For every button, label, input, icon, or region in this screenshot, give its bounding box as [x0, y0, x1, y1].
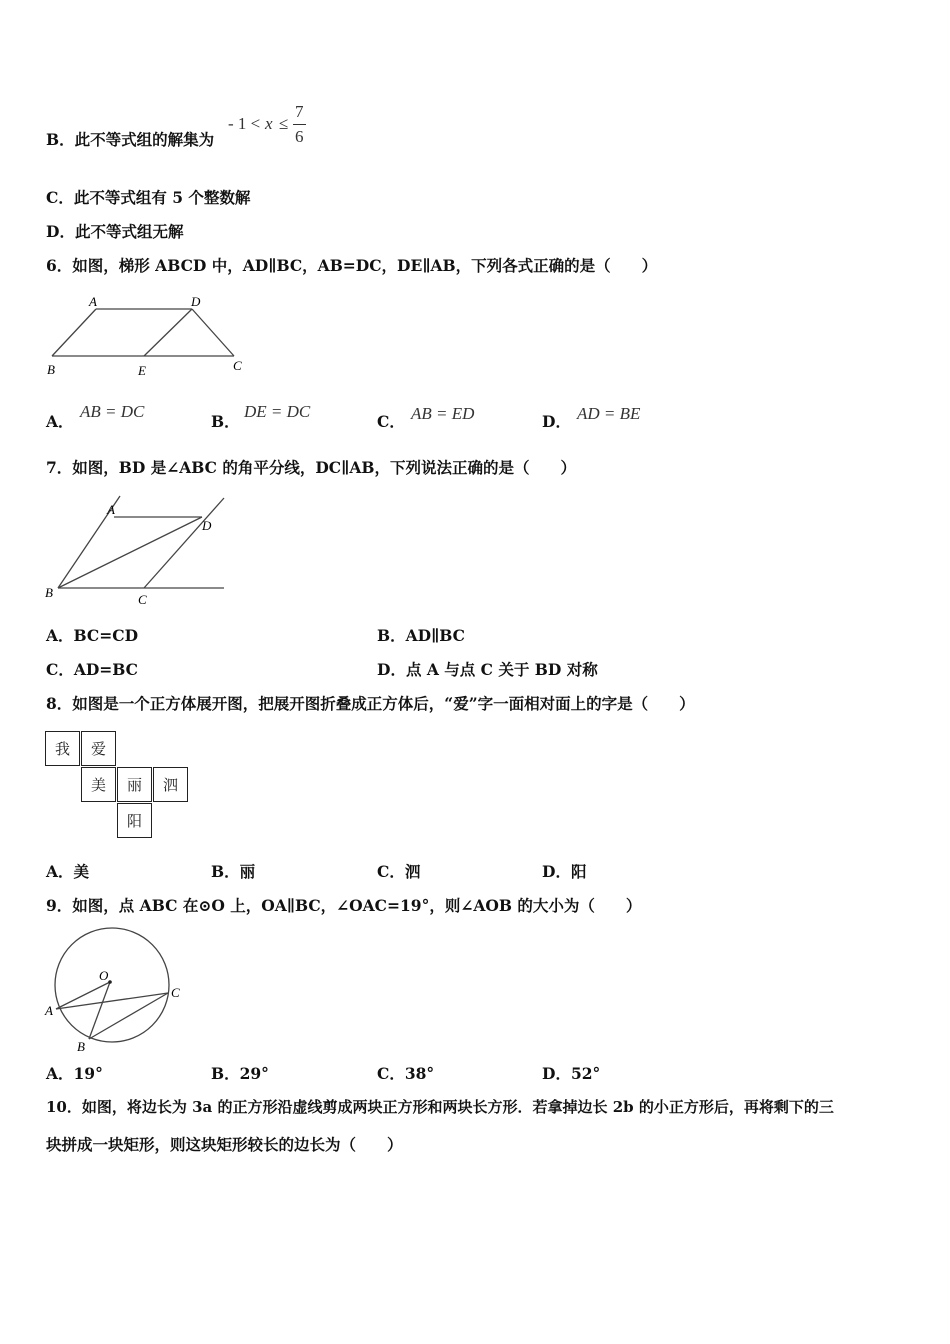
q6-option-d-label: D．: [542, 412, 571, 431]
q8-option-c: C．泗: [377, 862, 421, 881]
cube-face-mei: 美: [81, 767, 116, 802]
q9-label-b: B: [77, 1039, 85, 1054]
q9-option-b: B．29°: [211, 1064, 269, 1083]
cube-face-ai: 爱: [81, 731, 116, 766]
q5-math-num: 7: [295, 102, 304, 121]
q5-math-leq: ≤: [279, 114, 289, 133]
q7-option-a: A．BC=CD: [46, 626, 139, 645]
q8-option-a: A．美: [46, 862, 90, 881]
q5-option-c: C．此不等式组有 5 个整数解: [46, 188, 251, 207]
q10-stem-line1: 10．如图，将边长为 3a 的正方形沿虚线剪成两块正方形和两块长方形．若拿掉边长 2b 的小正方形后，再将剩下的三: [46, 1098, 834, 1116]
q7-figure: [44, 492, 226, 614]
q6-label-a: A: [89, 294, 97, 309]
q6-label-c: C: [233, 358, 242, 373]
q7-label-c: C: [138, 592, 147, 607]
q7-label-d: D: [202, 518, 212, 533]
q7-option-b: B．AD∥BC: [377, 626, 465, 645]
q9-circle-diagram: [44, 925, 186, 1055]
q6-option-b: [211, 410, 240, 432]
q9-label-c: C: [171, 985, 180, 1000]
q6-figure: [44, 290, 249, 386]
q6-option-c-expr: AB = ED: [411, 404, 475, 423]
q7-stem: 7．如图，BD 是∠ABC 的角平分线，DC∥AB，下列说法正确的是（ ）: [46, 458, 576, 477]
q9-label-a: A: [45, 1003, 53, 1018]
q6-stem: 6．如图，梯形 ABCD 中，AD∥BC，AB=DC，DE∥AB，下列各式正确的是（ ）: [46, 256, 658, 275]
q6-option-a-expr: AB = DC: [80, 402, 145, 421]
q9-option-c: C．38°: [377, 1064, 435, 1083]
q6-option-a-label: A．: [46, 412, 74, 431]
q6-label-e: E: [138, 363, 146, 378]
q6-option-b-expr: DE = DC: [244, 402, 311, 421]
q5-math-var: x: [265, 114, 273, 133]
q7-option-d: D．点 A 与点 C 关于 BD 对称: [377, 660, 598, 679]
q9-figure: [44, 925, 186, 1059]
q7-option-c: C．AD=BC: [46, 660, 139, 679]
q5-math-prefix: - 1 <: [228, 114, 261, 133]
q5-frac-bar: [293, 124, 306, 125]
q10-stem-line2: 块拼成一块矩形，则这块矩形较长的边长为（ ）: [46, 1135, 403, 1154]
q9-label-o: O: [99, 968, 109, 983]
q5-option-b-math: [228, 102, 318, 150]
q6-trapezoid-diagram: [44, 290, 249, 382]
q6-option-c: [377, 410, 405, 432]
q8-cube-net: [44, 730, 192, 840]
q6-option-d-expr: AD = BE: [577, 404, 641, 423]
q7-label-b: B: [45, 585, 53, 600]
q5-option-d: D．此不等式组无解: [46, 222, 184, 241]
q6-option-b-label: B．: [211, 412, 240, 431]
q5-math-den: 6: [295, 127, 304, 146]
cube-face-li: 丽: [117, 767, 152, 802]
q6-option-d: [542, 410, 571, 432]
q5-option-b: [46, 128, 214, 150]
q7-parallelogram-diagram: [44, 492, 226, 610]
q6-option-a: [46, 410, 74, 432]
q8-stem: 8．如图是一个正方体展开图，把展开图折叠成正方体后，“爱”字一面相对面上的字是（ ）: [46, 694, 695, 713]
q5-option-b-text: B．此不等式组的解集为: [46, 130, 215, 149]
q9-option-a: A．19°: [46, 1064, 103, 1083]
q6-label-d: D: [191, 294, 201, 309]
q9-option-d: D．52°: [542, 1064, 601, 1083]
q8-option-d: D．阳: [542, 862, 587, 881]
cube-face-yang: 阳: [117, 803, 152, 838]
cube-face-wo: 我: [45, 731, 80, 766]
q8-option-b: B．丽: [211, 862, 256, 881]
q9-stem: 9．如图，点 ABC 在⊙O 上，OA∥BC，∠OAC=19°，则∠AOB 的大小为（ ）: [46, 896, 642, 915]
q6-label-b: B: [47, 362, 55, 377]
q6-option-c-label: C．: [377, 412, 405, 431]
cube-face-si: 泗: [153, 767, 188, 802]
q7-label-a: A: [107, 502, 115, 517]
